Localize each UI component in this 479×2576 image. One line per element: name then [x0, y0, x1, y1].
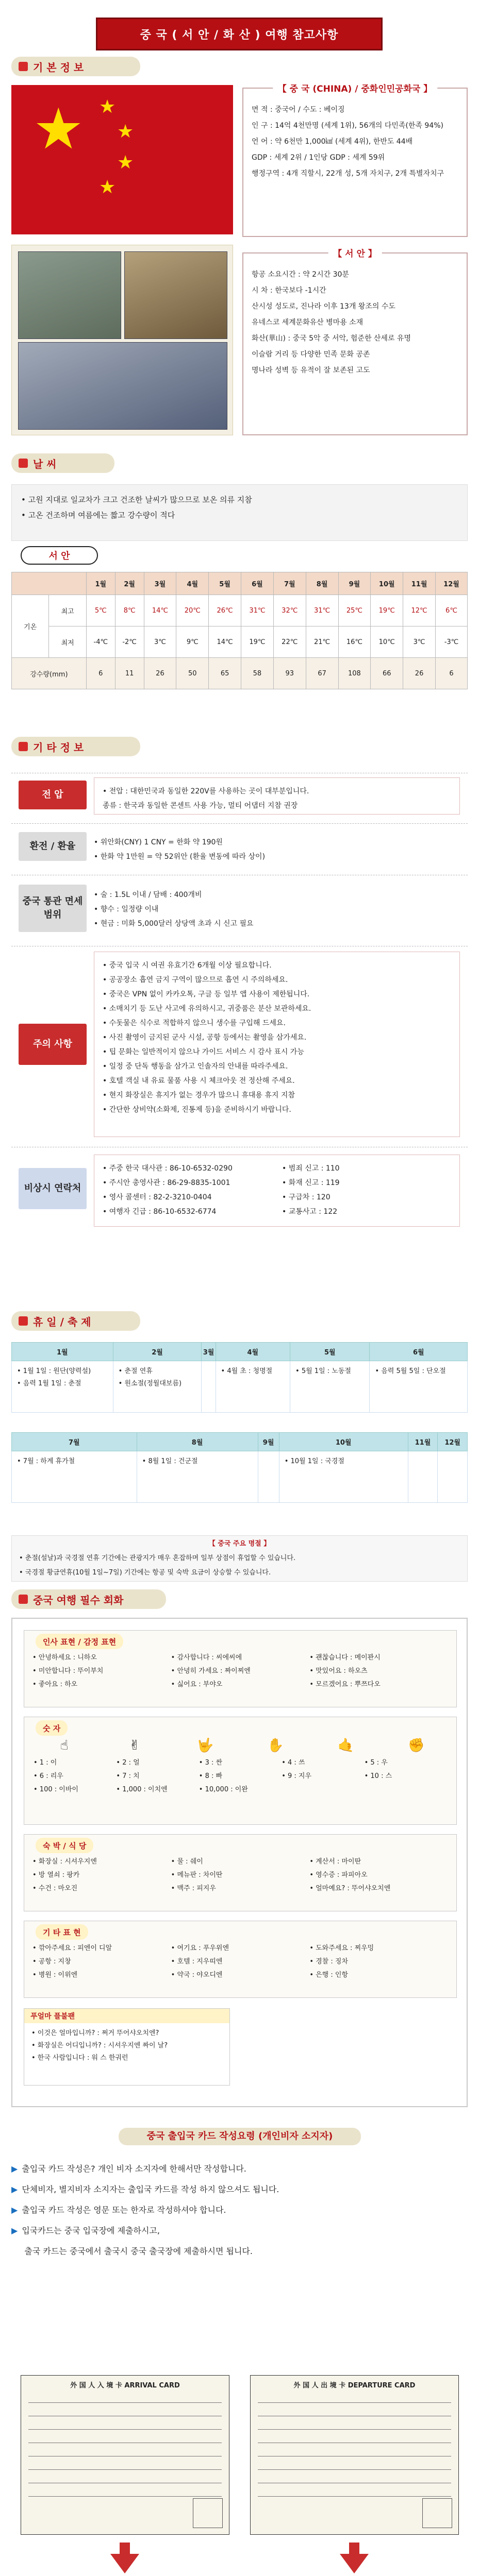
caution-item: • 공공장소 흡연 금지 구역이 많으므로 흡연 시 주의하세요.: [103, 976, 288, 984]
phrase-item: • 은행 : 인항: [309, 1971, 349, 1979]
country-info-item: 언 어 : 약 6천만 1,000㎢ (세계 4위), 한반도 44배: [252, 138, 413, 146]
holiday-month: 9월: [258, 1433, 279, 1451]
conversation-panel: [11, 1618, 468, 2107]
xian-info-item: 명나라 성벽 등 유적이 잘 보존된 고도: [252, 366, 370, 375]
weather-rain: 108: [338, 658, 371, 689]
arrival-bullet-text: 출입국 카드 작성은 영문 또는 한자로 작성하셔야 합니다.: [22, 2205, 226, 2215]
arrival-bullet-text: 입국카드는 중국 입국장에 제출하시고,: [22, 2226, 160, 2235]
emergency-item: • 주시안 총영사관 : 86-29-8835-1001: [103, 1179, 230, 1187]
number-item: • 100 : 이바이: [34, 1786, 78, 1793]
phrase-item: • 경찰 : 징차: [309, 1958, 349, 1965]
weather-month-header: 10월: [371, 572, 403, 595]
weather-month-header: 12월: [435, 572, 467, 595]
bullet-icon: ▶: [11, 2226, 18, 2235]
caution-item: • 중국 입국 시 여권 유효기간 6개월 이상 필요합니다.: [103, 961, 272, 970]
bullet-icon: ▶: [11, 2164, 18, 2174]
phrase-item: • 얼마예요? : 뚜어샤오치엔: [309, 1885, 391, 1892]
holiday-note: • 춘절(설날)과 국경절 연휴 기간에는 관광지가 매우 혼잡하며 일부 상점이 휴업할 수 있습니다.: [19, 1554, 296, 1562]
weather-low: 3℃: [403, 626, 436, 658]
exchange-row: [11, 823, 468, 871]
duty-item: • 술 : 1.5L 이내 / 담배 : 400개비: [94, 891, 202, 899]
hand-sign-icon: 🤙: [337, 1738, 355, 1753]
holiday-cell: [408, 1451, 438, 1503]
weather-low: 16℃: [338, 626, 371, 658]
caution-item: • 팁 문화는 일반적이지 않으나 가이드 서비스 시 감사 표시 가능: [103, 1048, 304, 1056]
xian-info-item: 산시성 성도로, 진나라 이후 13개 왕조의 수도: [252, 302, 395, 311]
weather-low: 9℃: [176, 626, 209, 658]
section-title-basic-text: 기 본 정 보: [33, 61, 84, 74]
number-item: • 10,000 : 이완: [199, 1786, 248, 1793]
number-item: • 7 : 치: [116, 1772, 140, 1780]
down-arrow-icon: [340, 2554, 369, 2573]
weather-high: 31℃: [306, 595, 338, 626]
key-phrase-box: [24, 2008, 230, 2086]
weather-month-header: 11월: [403, 572, 436, 595]
phrase-item: • 호텔 : 지우띠엔: [171, 1958, 223, 1965]
holiday-cell: • 음력 5월 5일 : 단오절: [370, 1361, 468, 1413]
card-line: [28, 2474, 222, 2483]
holiday-note: • 국경절 황금연휴(10월 1일~7일) 기간에는 항공 및 숙박 요금이 상승할 수 있습니다.: [19, 1569, 271, 1577]
arrival-bullet: [11, 2200, 468, 2221]
key-phrase-tag: 푸얼마 플불팬: [24, 2009, 229, 2023]
arrival-bullet: [11, 2159, 468, 2179]
weather-low: 19℃: [241, 626, 274, 658]
holiday-month: 8월: [137, 1433, 258, 1451]
weather-rain: 67: [306, 658, 338, 689]
xian-info-caption: 【 서 안 】: [328, 246, 382, 259]
country-info-item: GDP : 세계 2위 / 1인당 GDP : 세계 59위: [252, 154, 385, 162]
phrase-item: • 화장실 : 시셔우지엔: [32, 1858, 97, 1866]
weather-high: 8℃: [115, 595, 144, 626]
weather-low: 22℃: [273, 626, 306, 658]
etc-phrase-tag: 기 타 표 현: [36, 1924, 88, 1940]
weather-rain: 93: [273, 658, 306, 689]
number-item: • 1 : 이: [34, 1759, 57, 1767]
emergency-content: [94, 1155, 460, 1227]
arrival-bullet-text: 출국 카드는 중국에서 출국시 중국 출국장에 제출하시면 됩니다.: [22, 2246, 253, 2256]
phrase-item: • 싫어요 : 부야오: [171, 1681, 223, 1688]
number-item: • 2 : 얼: [116, 1759, 140, 1767]
photo-huashan: [18, 342, 227, 430]
phrase-item: • 공항 : 지창: [32, 1958, 71, 1965]
section-title-conversation-text: 중국 여행 필수 회화: [33, 1594, 124, 1606]
caution-item: • 간단한 상비약(소화제, 진통제 등)을 준비하시기 바랍니다.: [103, 1106, 291, 1114]
weather-low: 3℃: [144, 626, 176, 658]
weather-month-header: 5월: [209, 572, 241, 595]
weather-rain: 6: [86, 658, 115, 689]
card-line: [258, 2407, 451, 2416]
weather-header-blank: [12, 572, 87, 595]
arrival-bullet-text: 단체비자, 별지비자 소지자는 출입국 카드를 작성 하지 않으셔도 됩니다.: [22, 2184, 279, 2194]
xian-photo-collage: [11, 245, 233, 435]
xian-info-item: 화산(華山) : 중국 5악 중 서악, 험준한 산세로 유명: [252, 334, 411, 343]
card-line: [258, 2487, 451, 2497]
arrival-card-title: 중국 출입국 카드 작성요령 (개인비자 소지자): [119, 2128, 361, 2145]
exchange-content: [94, 829, 460, 866]
card-photo-box: [422, 2498, 452, 2528]
arrival-bullet-text: 출입국 카드 작성은? 개인 비자 소지자에 한해서만 작성합니다.: [22, 2164, 246, 2174]
holiday-cell: • 4월 초 : 청명절: [216, 1361, 290, 1413]
number-item: • 5 : 우: [364, 1759, 388, 1767]
holiday-month: 11월: [408, 1433, 438, 1451]
emergency-item: • 교통사고 : 122: [282, 1208, 338, 1216]
phrase-item: • 영수증 : 파피아오: [309, 1871, 368, 1879]
hotel-phrase-tag: 숙 박 / 식 당: [36, 1838, 93, 1853]
card-line: [258, 2447, 451, 2456]
weather-month-header: 4월: [176, 572, 209, 595]
xian-info-item: 유네스코 세계문화유산 병마용 소재: [252, 318, 364, 327]
section-title-other: [11, 737, 140, 756]
country-info-item: 면 적 : 중국어 / 수도 : 베이징: [252, 106, 345, 114]
card-line: [258, 2434, 451, 2443]
emergency-item: • 화재 신고 : 119: [282, 1179, 340, 1187]
phrase-item: • 좋아요 : 하오: [32, 1681, 78, 1688]
duty-label: 중국 통관 면세 범위: [19, 885, 87, 932]
card-line: [258, 2420, 451, 2430]
down-arrow-icon: [120, 2543, 130, 2554]
number-item: • 1,000 : 이치엔: [116, 1786, 168, 1793]
weather-high: 32℃: [273, 595, 306, 626]
weather-high: 14℃: [144, 595, 176, 626]
weather-high: 20℃: [176, 595, 209, 626]
weather-month-header: 9월: [338, 572, 371, 595]
number-item: • 4 : 쓰: [282, 1759, 305, 1767]
weather-high-label: 최고: [49, 595, 86, 626]
numbers-tag: 숫 자: [36, 1720, 68, 1736]
card-line: [258, 2474, 451, 2483]
flag-star-icon: ★: [99, 96, 116, 117]
phrase-item: • 깎아주세요 : 피엔이 디알: [32, 1944, 112, 1952]
holiday-cell: • 8월 1일 : 건군절: [137, 1451, 258, 1503]
holiday-month: 7월: [12, 1433, 137, 1451]
bullet-icon: ▶: [11, 2184, 18, 2194]
hand-sign-icon: ☝: [60, 1738, 69, 1753]
numbers-box: [24, 1717, 457, 1825]
weather-month-header: 1월: [86, 572, 115, 595]
section-icon: [19, 1595, 28, 1604]
departure-card-sample: [250, 2375, 459, 2535]
holiday-month: 6월: [370, 1343, 468, 1361]
number-item: • 3 : 싼: [199, 1759, 223, 1767]
weather-rain: 50: [176, 658, 209, 689]
caution-item: • 중국은 VPN 없이 카카오톡, 구글 등 일부 앱 사용이 제한됩니다.: [103, 990, 310, 998]
weather-high: 6℃: [435, 595, 467, 626]
country-info-item: 인 구 : 14억 4천만명 (세계 1위), 56개의 다민족(한족 94%): [252, 122, 444, 130]
voltage-label: 전 압: [19, 781, 87, 809]
weather-high: 5℃: [86, 595, 115, 626]
holiday-cell: [258, 1451, 279, 1503]
weather-month-header: 2월: [115, 572, 144, 595]
holiday-month: 10월: [279, 1433, 408, 1451]
etc-phrase-box: [24, 1921, 457, 1998]
arrival-card-sample: [21, 2375, 229, 2535]
weather-high: 12℃: [403, 595, 436, 626]
holiday-month: 12월: [438, 1433, 468, 1451]
card-line: [28, 2461, 222, 2470]
weather-low: 10℃: [371, 626, 403, 658]
duty-item: • 향수 : 일정량 이내: [94, 905, 159, 913]
phrase-item: • 물 : 쉐이: [171, 1858, 203, 1866]
weather-high: 31℃: [241, 595, 274, 626]
weather-row-label: 기온: [12, 595, 49, 658]
caution-item: • 사진 촬영이 금지된 군사 시설, 공항 등에서는 촬영을 삼가세요.: [103, 1033, 307, 1042]
phrase-item: • 미안합니다 : 뚜이부치: [32, 1667, 104, 1675]
flag-star-icon: ★: [33, 96, 84, 162]
exchange-item: • 한화 약 1만원 = 약 52위안 (환율 변동에 따라 상이): [94, 853, 266, 861]
exchange-label: 환전 / 환율: [19, 832, 87, 861]
holiday-cell: [202, 1361, 216, 1413]
arrival-bullet: [11, 2241, 468, 2262]
section-title-holiday-text: 휴 일 / 축 제: [33, 1315, 91, 1328]
weather-rain: 6: [435, 658, 467, 689]
weather-high: 19℃: [371, 595, 403, 626]
weather-city-tag: 서 안: [21, 546, 98, 565]
phrase-item: • 계산서 : 마이딴: [309, 1858, 361, 1866]
emergency-item: • 범죄 신고 : 110: [282, 1164, 340, 1173]
section-title-conversation: [11, 1589, 166, 1609]
phrase-item: • 맥주 : 피지우: [171, 1885, 216, 1892]
holiday-cell: • 10월 1일 : 국경절: [279, 1451, 408, 1503]
weather-note: • 고원 지대로 일교차가 크고 건조한 날씨가 많으므로 보온 의류 지참: [21, 495, 252, 504]
phrase-item: • 약국 : 야오디엔: [171, 1971, 223, 1979]
weather-low-label: 최저: [49, 626, 86, 658]
down-arrow-icon: [110, 2554, 139, 2573]
phrase-item: • 수건 : 마오진: [32, 1885, 78, 1892]
key-phrase-item: • 한국 사람입니다 : 워 스 한궈런: [31, 2054, 128, 2062]
photo-terracotta: [18, 251, 121, 339]
bullet-icon: ▶: [11, 2205, 18, 2215]
phrase-item: • 괜찮습니다 : 메이꽌시: [309, 1654, 381, 1662]
hand-sign-icon: ✋: [267, 1738, 284, 1753]
country-info-box: [242, 84, 468, 237]
down-arrow-icon: [349, 2543, 359, 2554]
card-line: [28, 2420, 222, 2430]
holiday-month: 3월: [202, 1343, 216, 1361]
china-flag-image: [11, 85, 233, 234]
weather-notes: [11, 484, 468, 541]
weather-low: -3℃: [435, 626, 467, 658]
weather-rain: 58: [241, 658, 274, 689]
section-title-weather: [11, 453, 114, 473]
weather-month-header: 7월: [273, 572, 306, 595]
voltage-row: [11, 773, 468, 819]
emergency-item: • 여행자 긴급 : 86-10-6532-6774: [103, 1208, 217, 1216]
weather-rain: 26: [144, 658, 176, 689]
phrase-item: • 여기요 : 푸우위엔: [171, 1944, 229, 1952]
weather-month-header: 3월: [144, 572, 176, 595]
hand-sign-icon: ✌: [129, 1738, 141, 1753]
holiday-month: 4월: [216, 1343, 290, 1361]
phrase-item: • 방 열쇠 : 팡카: [32, 1871, 80, 1879]
xian-info-item: 시 차 : 한국보다 -1시간: [252, 286, 326, 295]
number-item: • 9 : 지우: [282, 1772, 312, 1780]
weather-low: -4℃: [86, 626, 115, 658]
phrase-item: • 안녕히 가세요 : 짜이찌엔: [171, 1667, 251, 1675]
card-line: [28, 2394, 222, 2403]
card-line: [28, 2407, 222, 2416]
emergency-item: • 영사 콜센터 : 82-2-3210-0404: [103, 1193, 212, 1201]
phrase-item: • 메뉴판 : 차이딴: [171, 1871, 223, 1879]
caution-item: • 소매치기 등 도난 사고에 유의하시고, 귀중품은 분산 보관하세요.: [103, 1005, 311, 1013]
card-photo-box: [193, 2498, 223, 2528]
section-icon: [19, 1316, 28, 1326]
xian-info-item: 항공 소요시간 : 약 2시간 30분: [252, 270, 349, 279]
duty-item: • 현금 : 미화 5,000달러 상당액 초과 시 신고 필요: [94, 920, 254, 928]
weather-low: 14℃: [209, 626, 241, 658]
exchange-item: • 위안화(CNY) 1 CNY = 한화 약 190원: [94, 838, 223, 846]
weather-month-header: 8월: [306, 572, 338, 595]
holiday-cell: • 5월 1일 : 노동절: [290, 1361, 370, 1413]
weather-month-header: 6월: [241, 572, 274, 595]
key-phrase-item: • 이것은 얼마입니까? : 쩌거 뚜어샤오치엔?: [31, 2029, 159, 2037]
number-item: • 10 : 스: [364, 1772, 392, 1780]
weather-rain: 65: [209, 658, 241, 689]
weather-high: 26℃: [209, 595, 241, 626]
voltage-item: 종류 : 한국과 동일한 콘센트 사용 가능, 멀티 어댑터 지참 권장: [103, 802, 298, 810]
card-line: [28, 2434, 222, 2443]
duty-content: [94, 882, 460, 936]
card-line: [28, 2447, 222, 2456]
caution-item: • 현지 화장실은 휴지가 없는 경우가 많으니 휴대용 휴지 지참: [103, 1091, 295, 1099]
hand-sign-icon: 🤟: [196, 1738, 213, 1753]
country-info-item: 행정구역 : 4개 직할시, 22개 성, 5개 자치구, 2개 특별자치구: [252, 170, 444, 178]
hotel-phrase-box: [24, 1834, 457, 1911]
departure-card-heading: 外 国 人 出 境 卡 DEPARTURE CARD: [293, 2382, 416, 2389]
weather-table: [11, 572, 468, 689]
section-title-weather-text: 날 씨: [33, 457, 57, 470]
holiday-cell: • 7월 : 하계 휴가철: [12, 1451, 137, 1503]
voltage-item: • 전압 : 대한민국과 동일한 220V를 사용하는 곳이 대부분입니다.: [103, 787, 309, 795]
phrase-item: • 맛있어요 : 하오츠: [309, 1667, 368, 1675]
card-line: [258, 2461, 451, 2470]
flag-star-icon: ★: [117, 152, 134, 173]
flag-star-icon: ★: [99, 177, 116, 198]
caution-item: • 수돗물은 식수로 적합하지 않으니 생수를 구입해 드세요.: [103, 1019, 286, 1027]
number-item: • 6 : 리우: [34, 1772, 63, 1780]
photo-city-wall: [124, 251, 227, 339]
phrase-item: • 도와주세요 : 찌우밍: [309, 1944, 374, 1952]
weather-rain-label: 강수량(mm): [12, 658, 87, 689]
weather-rain: 11: [115, 658, 144, 689]
arrival-bullet: [11, 2221, 468, 2241]
weather-high: 25℃: [338, 595, 371, 626]
section-icon: [19, 459, 28, 468]
page-title: 중 국 ( 서 안 / 화 산 ) 여행 참고사항: [96, 18, 383, 50]
hand-sign-icon: ✊: [408, 1738, 425, 1753]
xian-info-item: 이슬람 거리 등 다양한 민족 문화 공존: [252, 350, 370, 359]
xian-info-box: [242, 249, 468, 435]
holiday-notes-title: 【 중국 주요 명절 】: [208, 1540, 271, 1548]
holiday-cell: [438, 1451, 468, 1503]
weather-low: -2℃: [115, 626, 144, 658]
number-item: • 8 : 빠: [199, 1772, 223, 1780]
holiday-table-bottom: [11, 1432, 468, 1503]
flag-star-icon: ★: [117, 121, 134, 142]
holiday-notes: [11, 1535, 468, 1582]
holiday-table-top: [11, 1342, 468, 1413]
holiday-month: 5월: [290, 1343, 370, 1361]
section-icon: [19, 742, 28, 751]
duty-row: [11, 875, 468, 942]
caution-row: [11, 946, 468, 1142]
weather-rain: 66: [371, 658, 403, 689]
weather-rain: 26: [403, 658, 436, 689]
holiday-month: 2월: [113, 1343, 202, 1361]
emergency-row: [11, 1147, 468, 1234]
phrase-item: • 병원 : 이위엔: [32, 1971, 78, 1979]
arrival-bullet: [11, 2179, 468, 2200]
arrival-bullets: [11, 2159, 468, 2262]
holiday-cell: • 1월 1일 : 원단(양력설) • 음력 1월 1일 : 춘절: [12, 1361, 113, 1413]
phrase-item: • 안녕하세요 : 니하오: [32, 1654, 97, 1662]
phrase-item: • 모르겠어요 : 뿌쯔다오: [309, 1681, 381, 1688]
greeting-box: [24, 1630, 457, 1707]
arrival-card-heading: 外 国 人 入 境 卡 ARRIVAL CARD: [70, 2382, 180, 2389]
voltage-content: [94, 777, 460, 815]
holiday-cell: • 춘절 연휴 • 원소절(정월대보름): [113, 1361, 202, 1413]
other-info: [11, 768, 468, 1278]
emergency-item: • 구급차 : 120: [282, 1193, 331, 1201]
caution-label: 주의 사항: [19, 1024, 87, 1065]
emergency-label: 비상시 연락처: [19, 1168, 87, 1209]
section-icon: [19, 62, 28, 71]
key-phrase-item: • 화장실은 어디입니까? : 시셔우지엔 짜이 날?: [31, 2042, 168, 2049]
card-line: [258, 2394, 451, 2403]
section-title-other-text: 기 타 정 보: [33, 741, 84, 754]
phrase-item: • 감사합니다 : 씨에씨에: [171, 1654, 242, 1662]
card-line: [28, 2487, 222, 2497]
emergency-item: • 주중 한국 대사관 : 86-10-6532-0290: [103, 1164, 233, 1173]
holiday-month: 1월: [12, 1343, 113, 1361]
caution-item: • 일정 중 단독 행동을 삼가고 인솔자의 안내를 따라주세요.: [103, 1062, 288, 1071]
caution-content: [94, 952, 460, 1137]
weather-note: • 고온 건조하며 여름에는 짧고 강수량이 적다: [21, 511, 175, 520]
caution-item: • 호텔 객실 내 유료 물품 사용 시 체크아웃 전 정산해 주세요.: [103, 1077, 295, 1085]
country-info-caption: 【 중 국 (CHINA) / 중화인민공화국 】: [273, 81, 437, 94]
section-title-basic: [11, 57, 140, 76]
greeting-tag: 인사 표현 / 감정 표현: [36, 1634, 123, 1649]
weather-low: 21℃: [306, 626, 338, 658]
section-title-holiday: [11, 1311, 140, 1331]
